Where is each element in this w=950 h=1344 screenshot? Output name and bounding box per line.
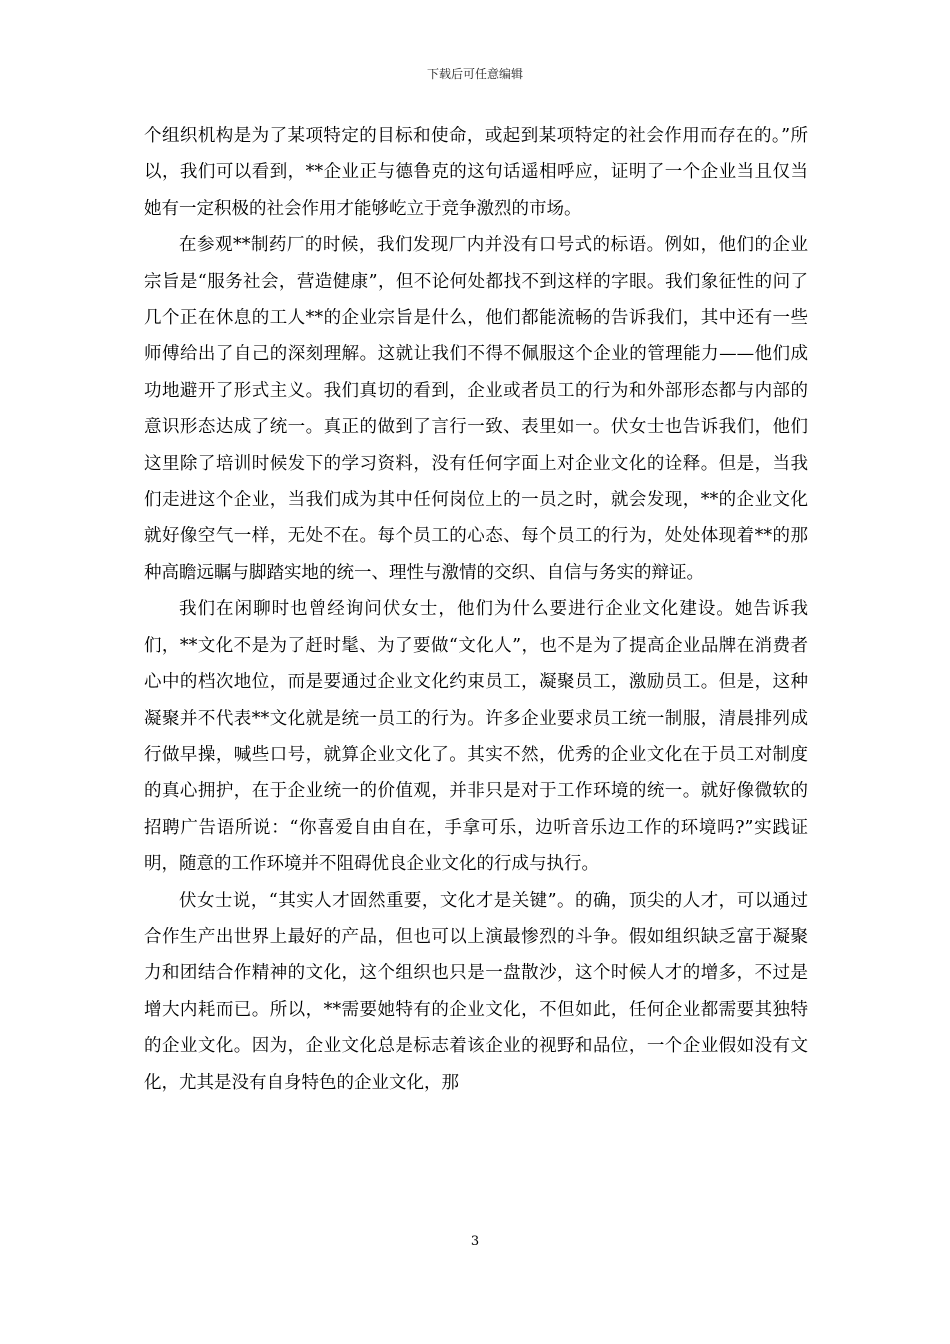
paragraph-culture-purpose: 我们在闲聊时也曾经询问伏女士，他们为什么要进行企业文化建设。她告诉我们，**文化不是为了赶时髦、为了要做“文化人”，也不是为了提高企业品牌在消费者心中的档次地位，而是要通过企业文化约束员工，凝聚员工，激励员工。但是，这种凝聚并不代表**文化就是统一员工的行为。许多企业要求员工统一制服，清晨排列成行做早操，喊些口号，就算企业文化了。其实不然，优秀的企业文化在于员工对制度的真心拥护，在于企业统一的价值观，并非只是对于工作环境的统一。就好像微软的招聘广告语所说：“你喜爱自由自在，手拿可乐，边听音乐边工作的环境吗?”实践证明，随意的工作环境并不阻碍优良企业文化的行成与执行。 — [144, 599, 808, 875]
page-number: 3 — [470, 1234, 480, 1249]
paragraph-factory-visit: 在参观**制药厂的时候，我们发现厂内并没有口号式的标语。例如，他们的企业宗旨是“服务社会，营造健康”，但不论何处都找不到这样的字眼。我们象征性的问了几个正在休息的工人**的企业宗旨是什么，他们都能流畅的告诉我们，其中还有一些师傅给出了自己的深刻理解。这就让我们不得不佩服这个企业的管理能力——他们成功地避开了形式主义。我们真切的看到，企业或者员工的行为和外部形态都与内部的意识形态达成了统一。真正的做到了言行一致、表里如一。伏女士也告诉我们，他们这里除了培训时候发下的学习资料，没有任何字面上对企业文化的诠释。但是，当我们走进这个企业，当我们成为其中任何岗位上的一员之时，就会发现，**的企业文化就好像空气一样，无处不在。每个员工的心态、每个员工的行为，处处体现着**的那种高瞻远瞩与脚踏实地的统一、理性与激情的交织、自信与务实的辩证。 — [144, 235, 808, 583]
paragraph-continued: 个组织机构是为了某项特定的目标和使命，或起到某项特定的社会作用而存在的。”所以，我们可以看到，**企业正与德鲁克的这句话遥相呼应，证明了一个企业当且仅当她有一定积极的社会作用才能够屹立于竞争激烈的市场。 — [144, 126, 808, 219]
document-body — [144, 118, 808, 1101]
page-header: 下载后可任意编辑 — [426, 67, 523, 81]
paragraph-talent-culture: 伏女士说，“其实人才固然重要，文化才是关键”。的确，顶尖的人才，可以通过合作生产出世界上最好的产品，但也可以上演最惨烈的斗争。假如组织缺乏富于凝聚力和团结合作精神的文化，这个组织也只是一盘散沙，这个时候人才的增多，不过是增大内耗而已。所以，**需要她特有的企业文化，不但如此，任何企业都需要其独特的企业文化。因为，企业文化总是标志着该企业的视野和品位，一个企业假如没有文化，尤其是没有自身特色的企业文化，那 — [144, 890, 808, 1093]
